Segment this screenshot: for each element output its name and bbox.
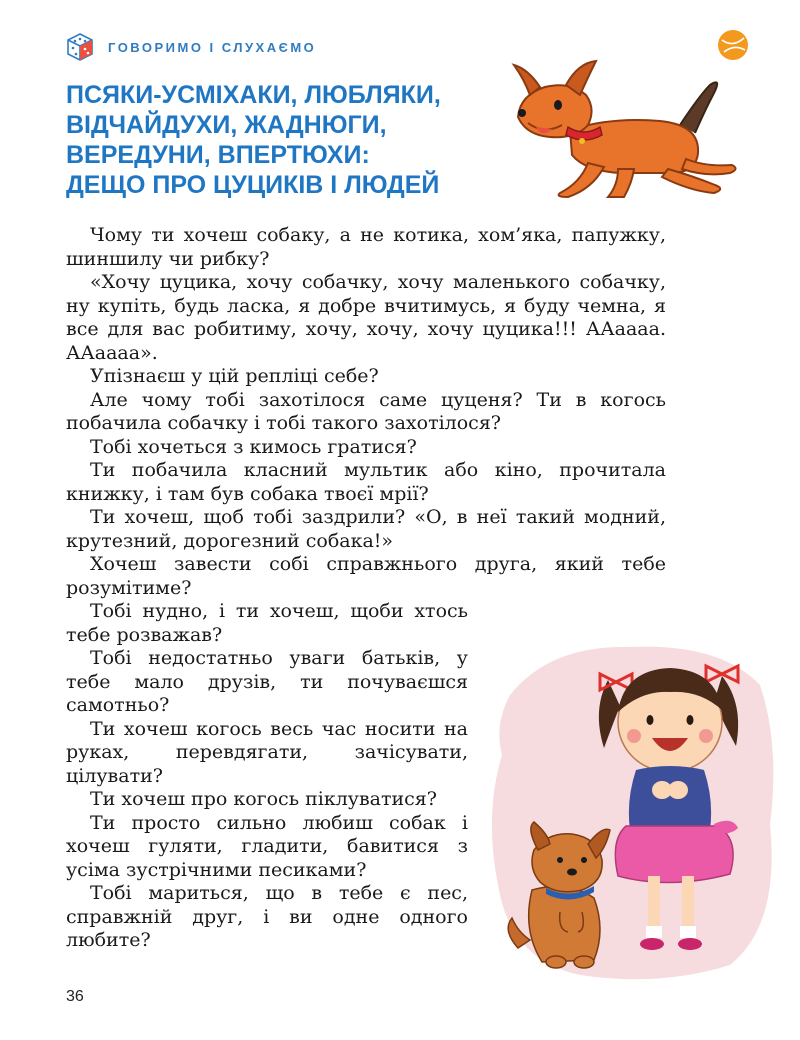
paragraph: Чому ти хочеш собаку, а не котика, хом’яка, папужку, шиншилу чи рибку? — [66, 224, 666, 270]
section-label: ГОВОРИМО І СЛУХАЄМО — [108, 39, 317, 55]
paragraph: Тобі мариться, що в тебе є пес, справжній друг, і ви одне одного любите? — [66, 882, 468, 951]
title-line: ПСЯКИ-УСМІХАКИ, ЛЮБЛЯКИ, — [66, 81, 441, 109]
paragraph: Ти просто сильно любиш собак і хочеш гуляти, гладити, бавитися з усіма зустрічними песиками? — [66, 811, 468, 881]
paragraph: «Хочу цуцика, хочу собачку, хочу маленького собачку, ну купіть, будь ласка, я добре вчитимусь, я буду чемна, я все для вас робитиму, хочу, хочу, хочу цуцика!!! ААаааа. ААаааа». — [66, 271, 666, 364]
paragraph: Тобі нудно, і ти хочеш, щоби хтось тебе розважав? — [66, 600, 468, 646]
page-number: 36 — [66, 988, 84, 1005]
paragraph: Ти хочеш, щоб тобі заздрили? «О, в неї такий модний, крутезний, дорогезний собака!» — [66, 506, 666, 552]
title-line: ВІДЧАЙДУХИ, ЖАДНЮГИ, — [66, 111, 387, 139]
dice-icon — [66, 32, 94, 62]
paragraph: Упізнаєш у цій репліці себе? — [90, 365, 379, 387]
paragraph: Хочеш завести собі справжнього друга, який тебе розумітиме? — [66, 553, 666, 599]
paragraph: Ти побачила класний мультик або кіно, прочитала книжку, і там був собака твоєї мрії? — [66, 459, 666, 505]
page-title — [66, 80, 486, 200]
paragraph: Тобі недостатньо уваги батьків, у тебе мало друзів, ти почуваєшся самотньо? — [66, 647, 468, 716]
title-line: ВЕРЕДУНИ, ВПЕРТЮХИ: — [66, 141, 370, 169]
title-line: ДЕЩО ПРО ЦУЦИКІВ І ЛЮДЕЙ — [66, 171, 440, 199]
paragraph: Але чому тобі захотілося саме цуценя? Ти в когось побачила собачку і тобі такого захотілося? — [66, 388, 666, 434]
paragraph: Ти хочеш когось весь час носити на руках, перевдягати, зачісувати, цілувати? — [66, 717, 468, 787]
section-header — [66, 32, 316, 62]
body-text — [66, 224, 666, 953]
paragraph: Тобі хочеться з кимось гратися? — [90, 435, 417, 458]
running-dog-illustration — [500, 55, 750, 205]
paragraph: Ти хочеш про когось піклуватися? — [90, 788, 437, 810]
